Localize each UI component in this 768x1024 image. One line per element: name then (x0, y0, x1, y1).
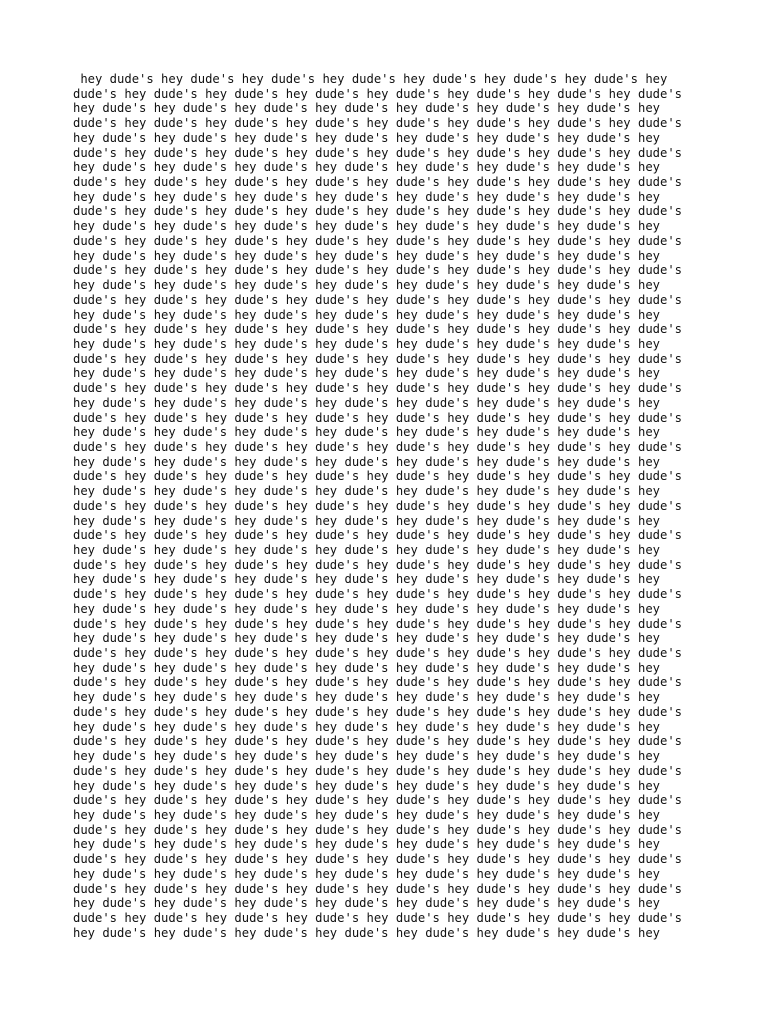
text-line: dude's hey dude's hey dude's hey dude's hey dude's hey dude's hey dude's hey dude's (73, 704, 683, 719)
text-line: hey dude's hey dude's hey dude's hey dude's hey dude's hey dude's hey dude's hey (73, 219, 660, 234)
text-line: dude's hey dude's hey dude's hey dude's hey dude's hey dude's hey dude's hey dude's (73, 763, 683, 778)
text-line: hey dude's hey dude's hey dude's hey dude's hey dude's hey dude's hey dude's hey (73, 513, 660, 528)
text-line: dude's hey dude's hey dude's hey dude's hey dude's hey dude's hey dude's hey dude's (73, 587, 683, 602)
text-line: hey dude's hey dude's hey dude's hey dude's hey dude's hey dude's hey dude's hey (73, 749, 660, 764)
text-line: hey dude's hey dude's hey dude's hey dude's hey dude's hey dude's hey dude's hey (73, 248, 660, 263)
text-line: hey dude's hey dude's hey dude's hey dude's hey dude's hey dude's hey dude's hey (73, 189, 660, 204)
text-line: hey dude's hey dude's hey dude's hey dude's hey dude's hey dude's hey dude's hey (73, 925, 660, 940)
text-line: dude's hey dude's hey dude's hey dude's hey dude's hey dude's hey dude's hey dude's (73, 381, 683, 396)
body-text (73, 72, 713, 940)
text-line: hey dude's hey dude's hey dude's hey dude's hey dude's hey dude's hey dude's hey (73, 395, 660, 410)
text-line: dude's hey dude's hey dude's hey dude's hey dude's hey dude's hey dude's hey dude's (73, 322, 683, 337)
text-line: hey dude's hey dude's hey dude's hey dude's hey dude's hey dude's hey dude's hey (73, 543, 660, 557)
text-line: dude's hey dude's hey dude's hey dude's hey dude's hey dude's hey dude's hey dude's (73, 528, 683, 543)
text-line: hey dude's hey dude's hey dude's hey dude's hey dude's hey dude's hey dude's hey (73, 307, 660, 322)
text-line: hey dude's hey dude's hey dude's hey dude's hey dude's hey dude's hey dude's hey (73, 719, 660, 734)
text-line: dude's hey dude's hey dude's hey dude's hey dude's hey dude's hey dude's hey dude's (73, 675, 683, 690)
text-line: hey dude's hey dude's hey dude's hey dude's hey dude's hey dude's hey dude's hey (73, 72, 668, 86)
text-line: hey dude's hey dude's hey dude's hey dude's hey dude's hey dude's hey dude's hey (73, 484, 660, 499)
text-line: dude's hey dude's hey dude's hey dude's hey dude's hey dude's hey dude's hey dude's (73, 616, 683, 631)
text-line: dude's hey dude's hey dude's hey dude's hey dude's hey dude's hey dude's hey dude's (73, 204, 683, 219)
text-line: dude's hey dude's hey dude's hey dude's hey dude's hey dude's hey dude's hey dude's (73, 351, 683, 366)
text-line: hey dude's hey dude's hey dude's hey dude's hey dude's hey dude's hey dude's hey (73, 690, 660, 705)
text-line: hey dude's hey dude's hey dude's hey dude's hey dude's hey dude's hey dude's hey (73, 866, 660, 881)
text-line: hey dude's hey dude's hey dude's hey dude's hey dude's hey dude's hey dude's hey (73, 660, 660, 675)
text-line: dude's hey dude's hey dude's hey dude's hey dude's hey dude's hey dude's hey dude's (73, 498, 683, 513)
text-line: hey dude's hey dude's hey dude's hey dude's hey dude's hey dude's hey dude's hey (73, 572, 660, 587)
text-line: dude's hey dude's hey dude's hey dude's hey dude's hey dude's hey dude's hey dude's (73, 86, 683, 101)
text-line: hey dude's hey dude's hey dude's hey dude's hey dude's hey dude's hey dude's hey (73, 601, 660, 616)
text-line: hey dude's hey dude's hey dude's hey dude's hey dude's hey dude's hey dude's hey (73, 366, 660, 381)
text-line: dude's hey dude's hey dude's hey dude's hey dude's hey dude's hey dude's hey dude's (73, 116, 683, 131)
text-line: dude's hey dude's hey dude's hey dude's hey dude's hey dude's hey dude's hey dude's (73, 145, 683, 160)
text-line: dude's hey dude's hey dude's hey dude's hey dude's hey dude's hey dude's hey dude's (73, 793, 683, 808)
text-line: dude's hey dude's hey dude's hey dude's hey dude's hey dude's hey dude's hey dude's (73, 233, 683, 248)
text-line: dude's hey dude's hey dude's hey dude's hey dude's hey dude's hey dude's hey dude's (73, 852, 683, 867)
text-line: dude's hey dude's hey dude's hey dude's hey dude's hey dude's hey dude's hey dude's (73, 439, 683, 454)
text-line: dude's hey dude's hey dude's hey dude's hey dude's hey dude's hey dude's hey dude's (73, 822, 683, 837)
text-line: hey dude's hey dude's hey dude's hey dude's hey dude's hey dude's hey dude's hey (73, 130, 660, 145)
text-line: dude's hey dude's hey dude's hey dude's hey dude's hey dude's hey dude's hey dude's (73, 734, 683, 749)
text-line: dude's hey dude's hey dude's hey dude's hey dude's hey dude's hey dude's hey dude's (73, 175, 683, 190)
text-line: hey dude's hey dude's hey dude's hey dude's hey dude's hey dude's hey dude's hey (73, 454, 660, 469)
text-line: hey dude's hey dude's hey dude's hey dude's hey dude's hey dude's hey dude's hey (73, 896, 660, 911)
text-line: hey dude's hey dude's hey dude's hey dude's hey dude's hey dude's hey dude's hey (73, 631, 660, 646)
text-line: dude's hey dude's hey dude's hey dude's hey dude's hey dude's hey dude's hey dude's (73, 263, 683, 278)
text-line: dude's hey dude's hey dude's hey dude's hey dude's hey dude's hey dude's hey dude's (73, 646, 683, 661)
text-line: hey dude's hey dude's hey dude's hey dude's hey dude's hey dude's hey dude's hey (73, 778, 660, 793)
text-line: hey dude's hey dude's hey dude's hey dude's hey dude's hey dude's hey dude's hey (73, 807, 660, 822)
text-line: dude's hey dude's hey dude's hey dude's hey dude's hey dude's hey dude's hey dude's (73, 469, 683, 484)
text-line: hey dude's hey dude's hey dude's hey dude's hey dude's hey dude's hey dude's hey (73, 278, 660, 293)
text-line: hey dude's hey dude's hey dude's hey dude's hey dude's hey dude's hey dude's hey (73, 336, 660, 351)
text-line: dude's hey dude's hey dude's hey dude's hey dude's hey dude's hey dude's hey dude's (73, 292, 683, 307)
text-line: dude's hey dude's hey dude's hey dude's hey dude's hey dude's hey dude's hey dude's (73, 910, 683, 925)
text-line: hey dude's hey dude's hey dude's hey dude's hey dude's hey dude's hey dude's hey (73, 160, 660, 175)
text-line: hey dude's hey dude's hey dude's hey dude's hey dude's hey dude's hey dude's hey (73, 101, 660, 116)
text-line: dude's hey dude's hey dude's hey dude's hey dude's hey dude's hey dude's hey dude's (73, 557, 683, 572)
text-line: hey dude's hey dude's hey dude's hey dude's hey dude's hey dude's hey dude's hey (73, 425, 660, 440)
text-line: dude's hey dude's hey dude's hey dude's hey dude's hey dude's hey dude's hey dude's (73, 410, 683, 425)
text-line: hey dude's hey dude's hey dude's hey dude's hey dude's hey dude's hey dude's hey (73, 837, 660, 852)
text-line: dude's hey dude's hey dude's hey dude's hey dude's hey dude's hey dude's hey dude's (73, 881, 683, 896)
